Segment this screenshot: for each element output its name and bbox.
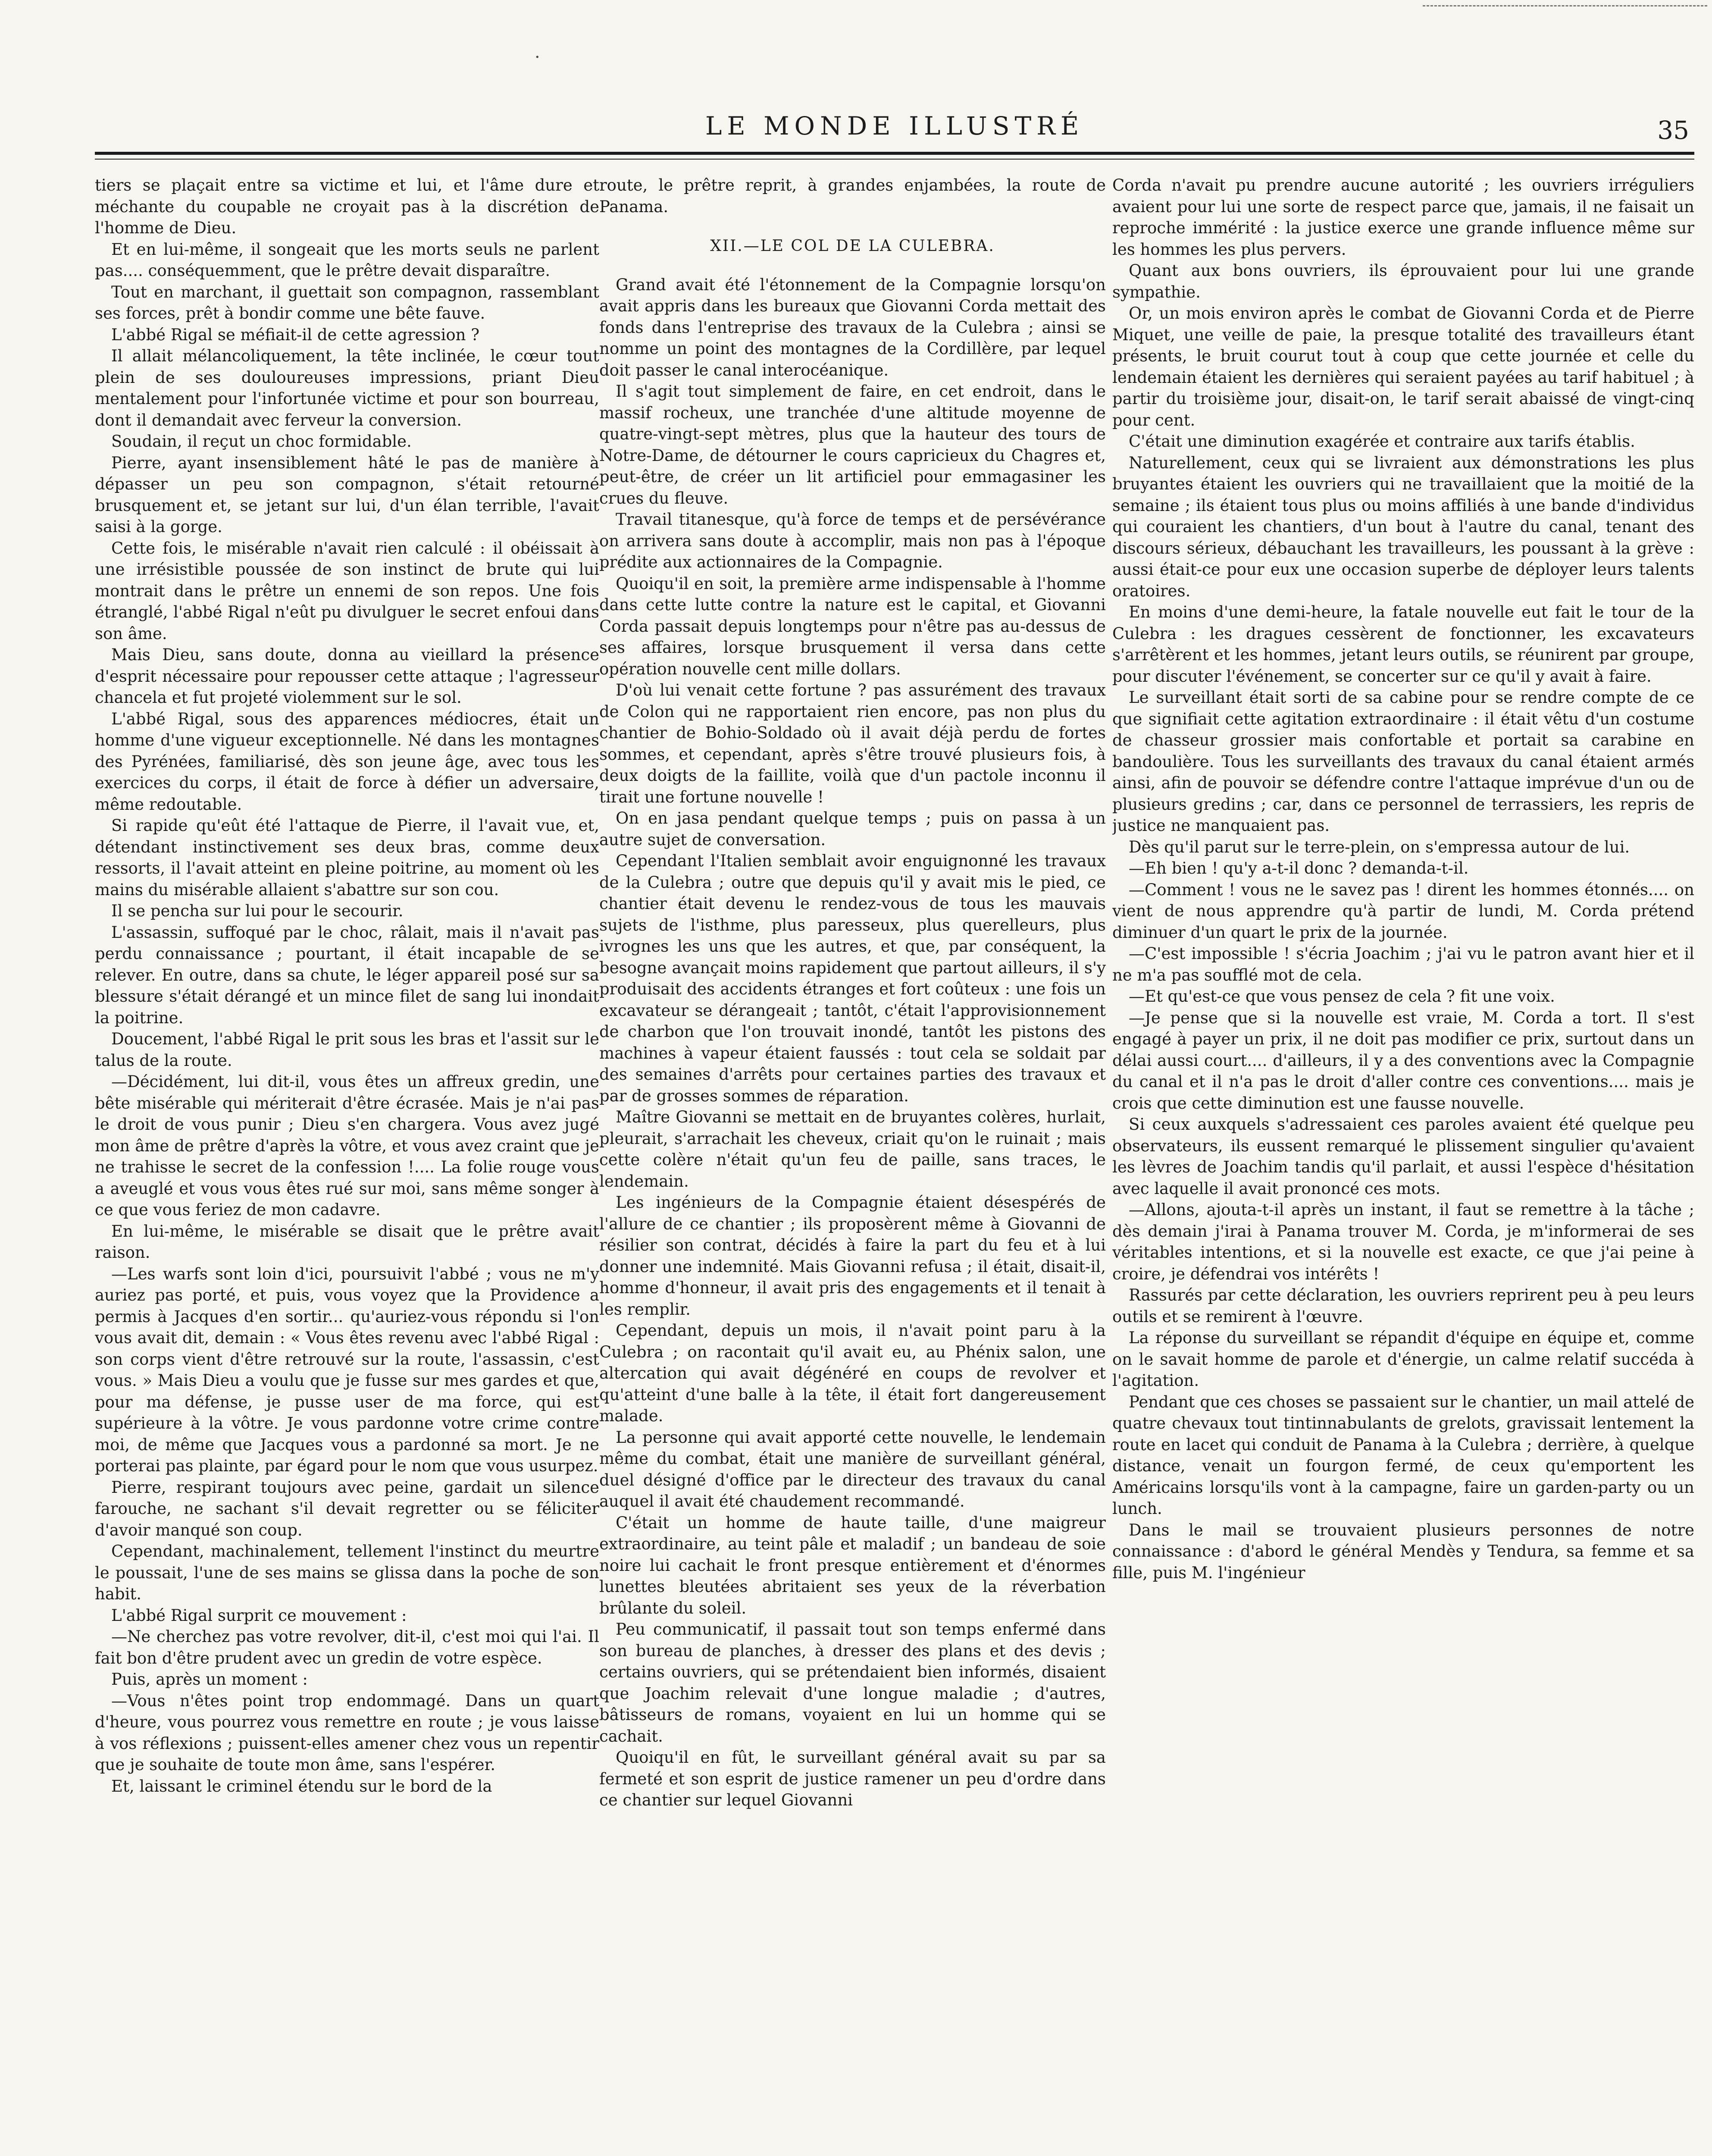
paragraph: Il s'agit tout simplement de faire, en cet endroit, dans le massif rocheux, une tranchée d'une altitude moyenne de quatre-vingt-sept mètres, plus que la hauteur des tours de Notre-Dame, de détourner le cours capricieux du Chagres et, peut-être, de créer un lit artificiel pour emmagasiner les crues du fleuve. (599, 382, 1106, 508)
paragraph: Naturellement, ceux qui se livraient aux démonstrations les plus bruyantes étaient les ouvriers qui ne travaillaient que la moitié de la semaine ; ils étaient tous plus ou moins affiliés à une bande d'individus qui couraient les chantiers, d'un bout à l'autre du canal, tenant des discours sérieux, débauchant les travailleurs, les poussant à la grève : aussi était-ce pour eux une occasion superbe de déployer leurs talents oratoires. (1112, 453, 1694, 600)
header-rule-thin (95, 159, 1694, 160)
paragraph: Quoiqu'il en fût, le surveillant général avait su par sa fermeté et son esprit de justice ramener un peu d'ordre dans ce chantier sur lequel Giovanni (599, 1748, 1106, 1809)
paragraph: Si rapide qu'eût été l'attaque de Pierre, il l'avait vue, et, détendant instinctivement ses deux bras, comme deux ressorts, il l'avait atteint en pleine poitrine, au moment où les mains du misérable allaient s'abattre sur son cou. (95, 816, 599, 899)
paragraph: Quoiqu'il en soit, la première arme indispensable à l'homme dans cette lutte contre la nature est le capital, et Giovanni Corda passait depuis longtemps pour n'être pas au-dessus de ses affaires, lorsque brusquement il versa dans cette opération nouvelle cent mille dollars. (599, 574, 1106, 678)
paragraph: Or, un mois environ après le combat de Giovanni Corda et de Pierre Miquet, une veille de paie, la presque totalité des travailleurs étant présents, le bruit courut tout à coup que cette journée et celle du lendemain étaient les dernières qui seraient payées au tarif habituel ; à partir du troisième jour, disait-on, le tarif serait abaissé de vingt-cinq pour cent. (1112, 304, 1694, 429)
text-column-3 (1112, 175, 1694, 2156)
paragraph: Pierre, respirant toujours avec peine, gardait un silence farouche, ne sachant s'il devait regretter ou se féliciter d'avoir manqué son coup. (95, 1478, 599, 1539)
paragraph: Peu communicatif, il passait tout son temps enfermé dans son bureau de planches, à dresser des plans et des devis ; certains ouvriers, qui se prétendaient bien informés, disaient que Joachim relevait d'une longue maladie ; d'autres, bâtisseurs de romans, voyaient en lui un homme qui se cachait. (599, 1620, 1106, 1745)
paragraph: —Je pense que si la nouvelle est vraie, M. Corda a tort. Il s'est engagé à payer un prix, il ne doit pas modifier ce prix, surtout dans un délai aussi court.... d'ailleurs, il y a des conventions avec la Compagnie du canal et il n'a pas le droit d'aller contre ces conventions.... mais je crois que cette diminution est une fausse nouvelle. (1112, 1008, 1694, 1112)
paragraph: Dans le mail se trouvaient plusieurs personnes de notre connaissance : d'abord le général Mendès y Tendura, sa femme et sa fille, puis M. l'ingénieur (1112, 1520, 1694, 1582)
header-rule-thick (95, 152, 1694, 155)
top-edge-rule (1423, 5, 1707, 9)
paragraph: Cependant l'Italien semblait avoir enguignonné les travaux de la Culebra ; outre que depuis qu'il y avait mis le pied, ce chantier était devenu le rendez-vous de tous les mauvais sujets de l'isthme, plus paresseux, plus querelleurs, plus ivrognes les uns que les autres, et que, par conséquent, la besogne avançait moins rapidement que partout ailleurs, il s'y produisait des accidents étranges et fort coûteux : une fois un excavateur se dérangeait ; tantôt, c'était l'approvisionnement de charbon que l'on trouvait inondé, tantôt les pistons des machines à vapeur étaient faussés : tout cela se soldait par des semaines d'arrêts pour certaines parties des travaux et par de grosses sommes de réparation. (599, 852, 1106, 1105)
paragraph: D'où lui venait cette fortune ? pas assurément des travaux de Colon qui ne rapportaient rien encore, pas non plus du chantier de Bohio-Soldado où il avait déjà perdu de fortes sommes, et cependant, après s'être trouvé plusieurs fois, à deux doigts de la faillite, voilà que d'un pactole inconnu il tirait une fortune nouvelle ! (599, 681, 1106, 806)
paragraph: En lui-même, le misérable se disait que le prêtre avait raison. (95, 1222, 599, 1262)
paragraph: Il allait mélancoliquement, la tête inclinée, le cœur tout plein de ses douloureuses impressions, priant Dieu mentalement pour l'infortunée victime et pour son bourreau, dont il demandait avec ferveur la conversion. (95, 347, 599, 429)
paragraph: C'était une diminution exagérée et contraire aux tarifs établis. (1129, 432, 1635, 451)
text-column-2 (599, 175, 1106, 2156)
paragraph: On en jasa pendant quelque temps ; puis on passa à un autre sujet de conversation. (599, 809, 1106, 849)
paragraph: L'abbé Rigal se méfiait-il de cette agression ? (111, 325, 480, 344)
paragraph: Maître Giovanni se mettait en de bruyantes colères, hurlait, pleurait, s'arrachait les cheveux, criait qu'on le ruinait ; mais cette colère n'était qu'un feu de paille, sans traces, le lendemain. (599, 1108, 1106, 1191)
paragraph: —Eh bien ! qu'y a-t-il donc ? demanda-t-il. (1129, 859, 1469, 877)
paragraph: La réponse du surveillant se répandit d'équipe en équipe et, comme on le savait homme de parole et d'énergie, un calme relatif succéda à l'agitation. (1112, 1329, 1694, 1390)
paragraph: Et en lui-même, il songeait que les morts seuls ne parlent pas.... conséquemment, que le prêtre devait disparaître. (95, 240, 599, 280)
paragraph: Mais Dieu, sans doute, donna au vieillard la présence d'esprit nécessaire pour repousser cette attaque ; l'agresseur chancela et fut projeté violemment sur le sol. (95, 646, 599, 707)
section-title: XII.—LE COL DE LA CULEBRA. (710, 237, 995, 255)
paragraph: —C'est impossible ! s'écria Joachim ; j'ai vu le patron avant hier et il ne m'a pas soufflé mot de cela. (1112, 944, 1694, 984)
page-number: 35 (1657, 116, 1689, 145)
paragraph: Cette fois, le misérable n'avait rien calculé : il obéissait à une irrésistible poussée de son instinct de brute qui lui montrait dans le prêtre un ennemi de son repos. Une fois étranglé, l'abbé Rigal n'eût pu divulguer le secret enfoui dans son âme. (95, 539, 599, 643)
paragraph: —Comment ! vous ne le savez pas ! dirent les hommes étonnés.... on vient de nous apprendre qu'à partir de lundi, M. Corda prétend diminuer d'un quart le prix de la journée. (1112, 880, 1694, 942)
paragraph: Travail titanesque, qu'à force de temps et de persévérance on arrivera sans doute à accomplir, mais non pas à l'époque prédite aux actionnaires de la Compagnie. (599, 510, 1106, 571)
paragraph: Pierre, ayant insensiblement hâté le pas de manière à dépasser un peu son compagnon, s'était retourné brusquement et, se jetant sur lui, d'un élan terrible, l'avait saisi à la gorge. (95, 453, 599, 536)
paragraph: Si ceux auxquels s'adressaient ces paroles avaient été quelque peu observateurs, ils eussent remarqué le plissement singulier qu'avaient les lèvres de Joachim tandis qu'il parlait, et aussi l'espèce d'hésitation avec laquelle il avait prononcé ces mots. (1112, 1115, 1694, 1198)
paragraph: Les ingénieurs de la Compagnie étaient désespérés de l'allure de ce chantier ; ils proposèrent même à Giovanni de résilier son contrat, décidés à faire la part du feu et à lui donner une indemnité. Mais Giovanni refusa ; il était, disait-il, homme d'honneur, il avait pris des engagements et il tenait à les remplir. (599, 1193, 1106, 1319)
paragraph: —Ne cherchez pas votre revolver, dit-il, c'est moi qui l'ai. Il fait bon d'être prudent avec un gredin de votre espèce. (95, 1627, 599, 1667)
paragraph: Quant aux bons ouvriers, ils éprouvaient pour lui une grande sympathie. (1112, 261, 1694, 301)
paragraph: En moins d'une demi-heure, la fatale nouvelle eut fait le tour de la Culebra : les dragues cessèrent de fonctionner, les excavateurs s'arrêtèrent et les hommes, jetant leurs outils, se réunirent par groupe, pour discuter l'événement, se concerter sur ce qu'il y avait à faire. (1112, 603, 1694, 686)
paragraph: Corda n'avait pu prendre aucune autorité ; les ouvriers irréguliers avaient pour lui une sorte de respect parce que, jamais, il ne faisait un reproche immérité : la justice exerce une grande influence même sur les hommes les plus pervers. (1112, 176, 1694, 259)
paragraph: —Décidément, lui dit-il, vous êtes un affreux gredin, une bête misérable qui mériterait d'être écrasée. Mais je n'ai pas le droit de vous punir ; Dieu s'en chargera. Vous avez jugé mon âme de prêtre d'après la vôtre, et vous avez craint que je ne trahisse le secret de la confession !.... La folie rouge vous a aveuglé et vous vous êtes rué sur moi, sans même songer à ce que vous feriez de mon cadavre. (95, 1072, 599, 1219)
paragraph: Cependant, depuis un mois, il n'avait point paru à la Culebra ; on racontait qu'il avait eu, au Phénix salon, une altercation qui avait dégénéré en coups de revolver et qu'atteint d'une balle à la tête, il était fort dangereusement malade. (599, 1321, 1106, 1425)
paragraph: La personne qui avait apporté cette nouvelle, le lendemain même du combat, était une manière de surveillant général, duel désigné d'office par le directeur des travaux du canal auquel il avait été chaudement recommandé. (599, 1428, 1106, 1510)
paragraph: L'assassin, suffoqué par le choc, râlait, mais il n'avait pas perdu connaissance ; pourtant, il était incapable de se relever. En outre, dans sa chute, le léger appareil posé sur sa blessure s'était dérangé et un mince filet de sang lui inondait la poitrine. (95, 923, 599, 1027)
paragraph: L'abbé Rigal surprit ce mouvement : (111, 1606, 407, 1625)
paragraph: Et, laissant le criminel étendu sur le bord de la (111, 1777, 492, 1796)
paragraph: —Allons, ajouta-t-il après un instant, il faut se remettre à la tâche ; dès demain j'irai à Panama trouver M. Corda, je m'informerai de ses véritables intentions, et si la nouvelle est exacte, ce que j'ai peine à croire, je défendrai vos intérêts ! (1112, 1200, 1694, 1283)
paragraph: Soudain, il reçut un choc formidable. (111, 432, 412, 451)
paragraph: Tout en marchant, il guettait son compagnon, rassemblant ses forces, prêt à bondir comme une bête fauve. (95, 282, 599, 323)
paragraph: tiers se plaçait entre sa victime et lui, et l'âme dure et méchante du coupable ne croyait pas à la discrétion de l'homme de Dieu. (95, 176, 599, 237)
paragraph: Le surveillant était sorti de sa cabine pour se rendre compte de ce que signifiait cette agitation extraordinaire : il était vêtu d'un costume de chasseur grossier mais confortable et portait sa carabine en bandoulière. Tous les surveillants des travaux du canal étaient armés ainsi, afin de pouvoir se défendre contre l'attaque imprévue d'un ou de plusieurs gredins ; car, dans ce personnel de terrassiers, les repris de justice ne manquaient pas. (1112, 688, 1694, 835)
page-header (95, 111, 1694, 146)
paragraph: Puis, après un moment : (111, 1670, 308, 1689)
paragraph: Il se pencha sur lui pour le secourir. (111, 902, 404, 920)
paragraph: Cependant, machinalement, tellement l'instinct du meurtre le poussait, l'une de ses mains se glissa dans la poche de son habit. (95, 1542, 599, 1603)
paragraph: —Et qu'est-ce que vous pensez de cela ? fit une voix. (1129, 987, 1555, 1006)
paragraph: Dès qu'il parut sur le terre-plein, on s'empressa autour de lui. (1129, 837, 1630, 856)
paragraph: Grand avait été l'étonnement de la Compagnie lorsqu'on avait appris dans les bureaux que Giovanni Corda mettait des fonds dans l'entreprise des travaux de la Culebra ; ainsi se nomme un point des montagnes de la Cordillère, par lequel doit passer le canal interocéanique. (599, 275, 1106, 379)
journal-title: LE MONDE ILLUSTRÉ (705, 111, 1084, 141)
paragraph: Doucement, l'abbé Rigal le prit sous les bras et l'assit sur le talus de la route. (95, 1030, 599, 1070)
paragraph: —Les warfs sont loin d'ici, poursuivit l'abbé ; vous ne m'y auriez pas porté, et puis, vous voyez que la Providence a permis à Jacques d'en sortir... qu'auriez-vous répondu si l'on vous avait dit, demain : « Vous êtes revenu avec l'abbé Rigal : son corps vient d'être retrouvé sur la route, l'assassin, c'est vous. » Mais Dieu a voulu que je fusse sur mes gardes et que, pour ma défense, je pusse user de ma force, qui est supérieure à la vôtre. Je vous pardonne votre crime contre moi, de même que Jacques vous a pardonné sa mort. Je ne porterai pas plainte, par égard pour le nom que vous usurpez. (95, 1264, 599, 1475)
paragraph: —Vous n'êtes point trop endommagé. Dans un quart d'heure, vous pourrez vous remettre en route ; je vous laisse à vos réflexions ; puissent-elles amener chez vous un repentir que je souhaite de toute mon âme, sans l'espérer. (95, 1691, 599, 1774)
paragraph: Pendant que ces choses se passaient sur le chantier, un mail attelé de quatre chevaux tout tintinnabulants de grelots, gravissait lentement la route en lacet qui conduit de Panama à la Culebra ; derrière, à quelque distance, venait un fourgon fermé, de ceux qu'emportent les Américains lorsqu'ils vont à la campagne, faire un garden-party ou un lunch. (1112, 1392, 1694, 1518)
print-speck: · (535, 47, 540, 67)
text-column-1 (95, 175, 599, 2156)
paragraph: L'abbé Rigal, sous des apparences médiocres, était un homme d'une vigueur exceptionnelle. Né dans les montagnes des Pyrénées, familiarisé, dès son jeune âge, avec tous les exercices du corps, il était de force à défier un adversaire, même redoutable. (95, 709, 599, 814)
paragraph: Rassurés par cette déclaration, les ouvriers reprirent peu à peu leurs outils et se remirent à l'œuvre. (1112, 1286, 1694, 1326)
paragraph: C'était un homme de haute taille, d'une maigreur extraordinaire, au teint pâle et maladif ; un bandeau de soie noire lui cachait le front presque entièrement et d'énormes lunettes bleutées abritaient ses yeux de la réverbation brûlante du soleil. (599, 1513, 1106, 1617)
paragraph: route, le prêtre reprit, à grandes enjambées, la route de Panama. (599, 176, 1106, 216)
